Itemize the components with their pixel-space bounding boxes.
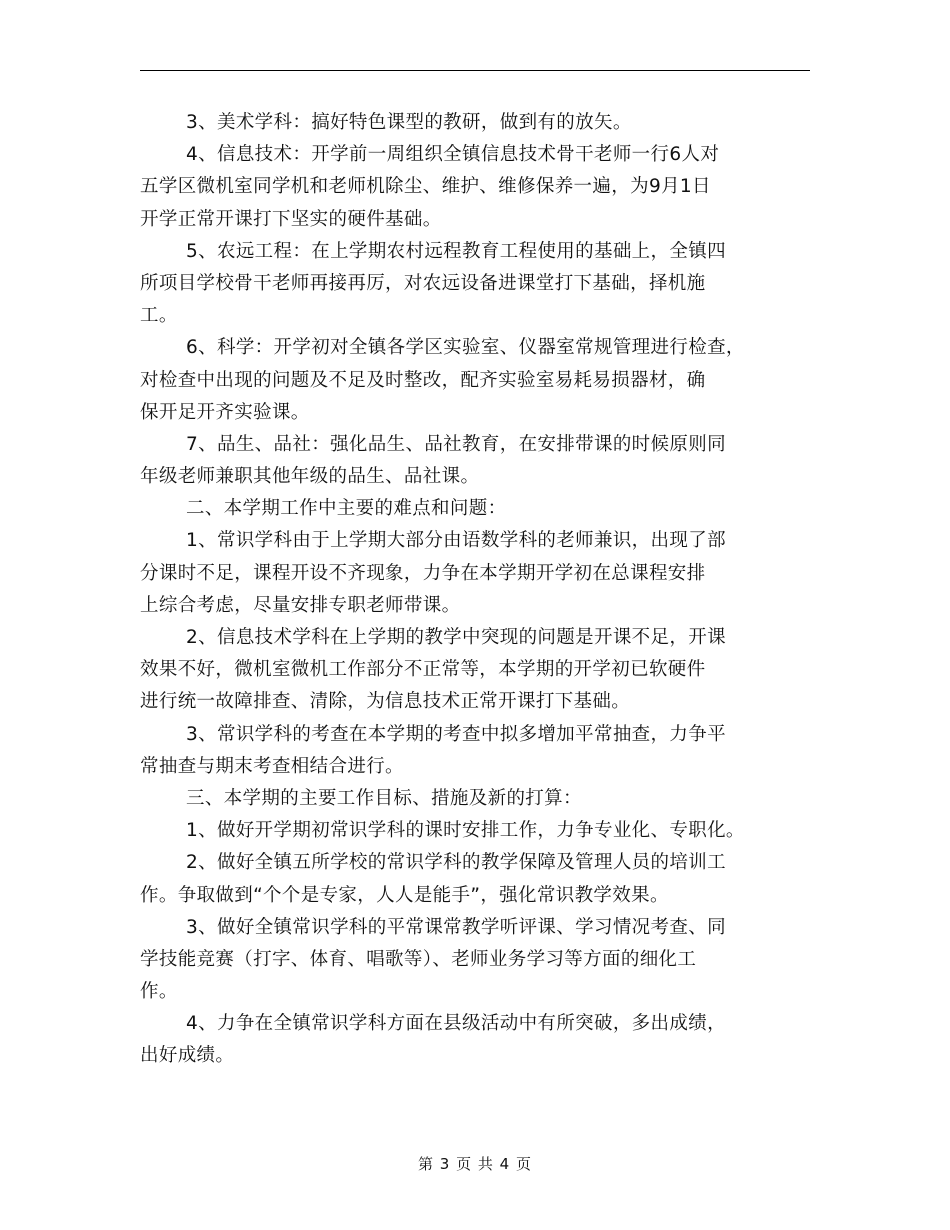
- text-line: 三、本学期的主要工作目标、措施及新的打算：: [186, 787, 582, 809]
- text-line: 年级老师兼职其他年级的品生、品社课。: [140, 466, 480, 488]
- text-line: 出好成绩。: [140, 1045, 235, 1067]
- text-line: 2、信息技术学科在上学期的教学中突现的问题是开课不足，开课: [186, 627, 726, 648]
- document-body: [140, 107, 810, 1073]
- text-line: 开学正常开课打下坚实的硬件基础。: [140, 208, 442, 230]
- text-line: 二、本学期工作中主要的难点和问题：: [186, 498, 507, 520]
- text-line: 作。争取做到“个个是专家，人人是能手”，强化常识教学效果。: [140, 884, 669, 906]
- text-line: 5、农远工程：在上学期农村远程教育工程使用的基础上，全镇四: [186, 240, 726, 262]
- text-line: 7、品生、品社：强化品生、品社教育，在安排带课的时候原则同: [186, 433, 726, 455]
- text-line: 6、科学：开学初对全镇各学区实验室、仪器室常规管理进行检查，: [186, 337, 745, 359]
- text-line: 作。: [140, 981, 178, 1003]
- text-line: 3、做好全镇常识学科的平常课常教学听评课、学习情况考查、同: [186, 916, 726, 938]
- text-line: 效果不好，微机室微机工作部分不正常等，本学期的开学初已软硬件: [140, 659, 706, 681]
- text-line: 常抽查与期末考查相结合进行。: [140, 755, 404, 777]
- text-line: 对检查中出现的问题及不足及时整改，配齐实验室易耗易损器材，确: [140, 369, 706, 391]
- text-line: 工。: [140, 305, 178, 327]
- text-line: 4、力争在全镇常识学科方面在县级活动中有所突破，多出成绩，: [186, 1013, 726, 1035]
- header-rule: [140, 70, 810, 71]
- text-line: 进行统一故障排查、清除，为信息技术正常开课打下基础。: [140, 691, 631, 713]
- text-line: 所项目学校骨干老师再接再厉，对农远设备进课堂打下基础，择机施: [140, 272, 706, 294]
- page-number: 第 3 页 共 4 页: [418, 1155, 532, 1173]
- text-line: 3、常识学科的考查在本学期的考查中拟多增加平常抽查，力争平: [186, 723, 726, 745]
- text-line: 五学区微机室同学机和老师机除尘、维护、维修保养一遍，为9月1日: [140, 176, 711, 198]
- text-line: 上综合考虑，尽量安排专职老师带课。: [140, 594, 461, 616]
- text-line: 1、做好开学期初常识学科的课时安排工作，力争专业化、专职化。: [186, 820, 745, 842]
- text-line: 1、常识学科由于上学期大部分由语数学科的老师兼识，出现了部: [186, 530, 726, 552]
- text-line: 3、美术学科：搞好特色课型的教研，做到有的放矢。: [186, 112, 632, 133]
- text-line: 4、信息技术：开学前一周组织全镇信息技术骨干老师一行6人对: [186, 144, 720, 166]
- text-line: 保开足开齐实验课。: [140, 401, 310, 423]
- text-line: 学技能竞赛（打字、体育、唱歌等）、老师业务学习等方面的细化工: [140, 948, 697, 970]
- text-line: 分课时不足，课程开设不齐现象，力争在本学期开学初在总课程安排: [140, 562, 706, 584]
- text-line: 2、做好全镇五所学校的常识学科的教学保障及管理人员的培训工: [186, 852, 726, 874]
